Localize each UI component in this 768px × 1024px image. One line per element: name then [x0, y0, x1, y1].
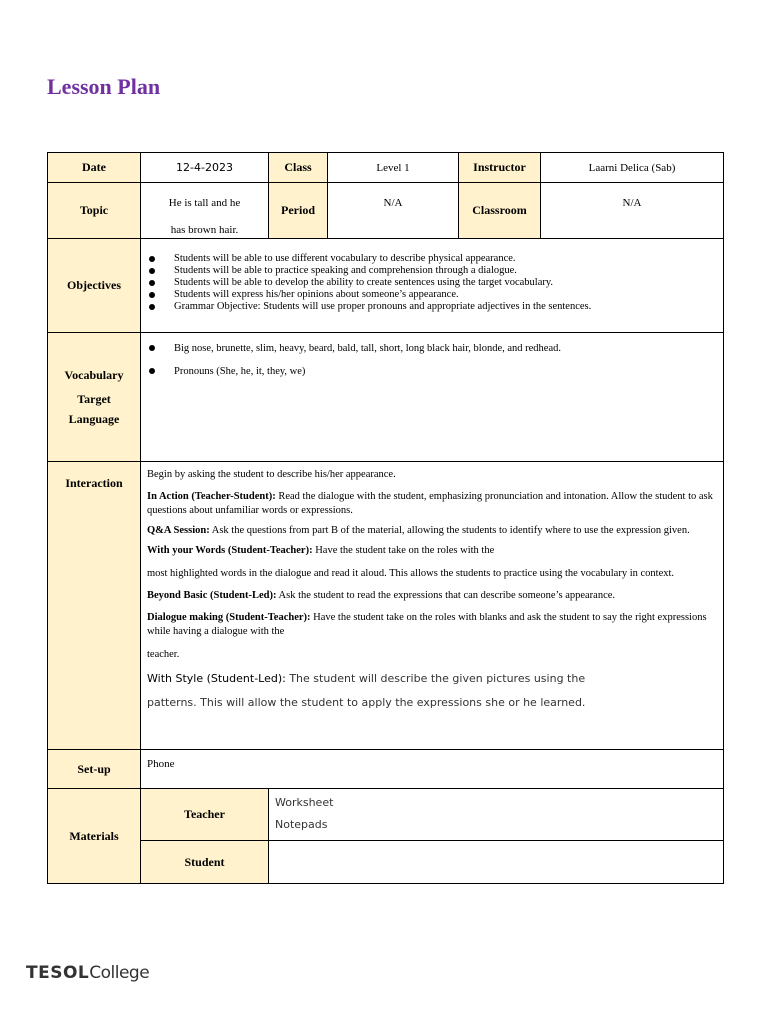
materials-label: Materials [48, 789, 141, 884]
topic-row [48, 183, 724, 239]
logo-light-text: College [89, 963, 150, 983]
vocabulary-label-line: Target [77, 392, 111, 406]
interaction-content [141, 462, 724, 750]
interaction-in-action [147, 490, 717, 518]
topic-line: has brown hair. [170, 224, 239, 236]
page-title: Lesson Plan [47, 74, 161, 99]
interaction-words [147, 544, 717, 558]
beyond-title: Beyond Basic (Student-Led): [147, 590, 277, 601]
class-label: Class [269, 153, 328, 183]
interaction-qa [147, 524, 717, 538]
qa-text: Ask the questions from part B of the material, allowing the students to identify where to use the expression given. [209, 525, 690, 536]
topic-line: He is tall and he [168, 197, 241, 209]
interaction-beyond [147, 589, 717, 603]
teacher-material-item: Worksheet [275, 796, 334, 809]
in-action-title: In Action (Teacher-Student): [147, 491, 276, 502]
lesson-plan-table [47, 152, 724, 884]
materials-student-row [48, 841, 724, 884]
date-label: Date [48, 153, 141, 183]
words-title: With your Words (Student-Teacher): [147, 545, 313, 556]
header-row [48, 153, 724, 183]
qa-title: Q&A Session: [147, 525, 210, 536]
objectives-content [141, 239, 724, 333]
topic-value [141, 183, 269, 239]
vocabulary-list [147, 342, 717, 378]
objective-item: Students will be able to develop the ability to create sentences using the target vocabulary. [147, 277, 717, 289]
beyond-text: Ask the student to read the expressions that can describe someone’s appearance. [276, 590, 616, 601]
vocabulary-item: Pronouns (She, he, it, they, we) [147, 365, 717, 378]
teacher-materials [269, 789, 724, 841]
dialogue-title: Dialogue making (Student-Teacher): [147, 612, 311, 623]
interaction-row [48, 462, 724, 750]
vocabulary-label-line: Language [68, 412, 120, 426]
tesol-college-logo [26, 963, 149, 983]
vocabulary-label [48, 333, 141, 462]
in-action-text: Read the dialogue with the student, emphasizing pronunciation and intonation. Allow the student to ask questions about unfamiliar words or expressions. [147, 491, 713, 516]
instructor-value: Laarni Delica (Sab) [541, 153, 724, 183]
class-value: Level 1 [328, 153, 459, 183]
interaction-style [147, 672, 717, 686]
objectives-list [147, 253, 717, 313]
period-label: Period [269, 183, 328, 239]
style-text: The student will describe the given pictures using the [285, 672, 586, 685]
interaction-dialogue-cont: teacher. [147, 649, 180, 660]
vocabulary-content [141, 333, 724, 462]
classroom-label: Classroom [459, 183, 541, 239]
student-label: Student [141, 841, 269, 884]
setup-row [48, 750, 724, 789]
period-value: N/A [328, 183, 459, 239]
interaction-intro: Begin by asking the student to describe his/her appearance. [147, 469, 396, 480]
style-title: With Style (Student-Led): [147, 672, 286, 685]
logo-bold-text: TESOL [26, 963, 90, 983]
instructor-label: Instructor [459, 153, 541, 183]
objective-item: Students will be able to practice speaking and comprehension through a dialogue. [147, 265, 717, 277]
objective-item: Students will be able to use different vocabulary to describe physical appearance. [147, 253, 717, 265]
vocabulary-row [48, 333, 724, 462]
objective-item: Grammar Objective: Students will use proper pronouns and appropriate adjectives in the sentences. [147, 301, 717, 313]
materials-teacher-row [48, 789, 724, 841]
date-value: 12-4-2023 [141, 153, 269, 183]
interaction-style-cont: patterns. This will allow the student to apply the expressions she or he learned. [147, 696, 586, 709]
teacher-material-item: Notepads [275, 818, 328, 831]
setup-value: Phone [141, 750, 724, 789]
vocabulary-label-line: Vocabulary [64, 368, 124, 382]
interaction-words-cont: most highlighted words in the dialogue and read it aloud. This allows the students to practice using the vocabulary in context. [147, 568, 675, 579]
objective-item: Students will express his/her opinions about someone’s appearance. [147, 289, 717, 301]
dialogue-text: Have the student take on the roles with blanks and ask the student to say the right expressions while having a dialogue with the [147, 612, 707, 637]
words-text: Have the student take on the roles with the [312, 545, 495, 556]
interaction-label: Interaction [48, 462, 141, 750]
teacher-label: Teacher [141, 789, 269, 841]
vocabulary-item: Big nose, brunette, slim, heavy, beard, bald, tall, short, long black hair, blonde, and redhead. [147, 342, 717, 355]
student-materials [269, 841, 724, 884]
setup-label: Set-up [48, 750, 141, 789]
interaction-dialogue [147, 611, 717, 639]
topic-label: Topic [48, 183, 141, 239]
objectives-label: Objectives [48, 239, 141, 333]
objectives-row [48, 239, 724, 333]
classroom-value: N/A [541, 183, 724, 239]
